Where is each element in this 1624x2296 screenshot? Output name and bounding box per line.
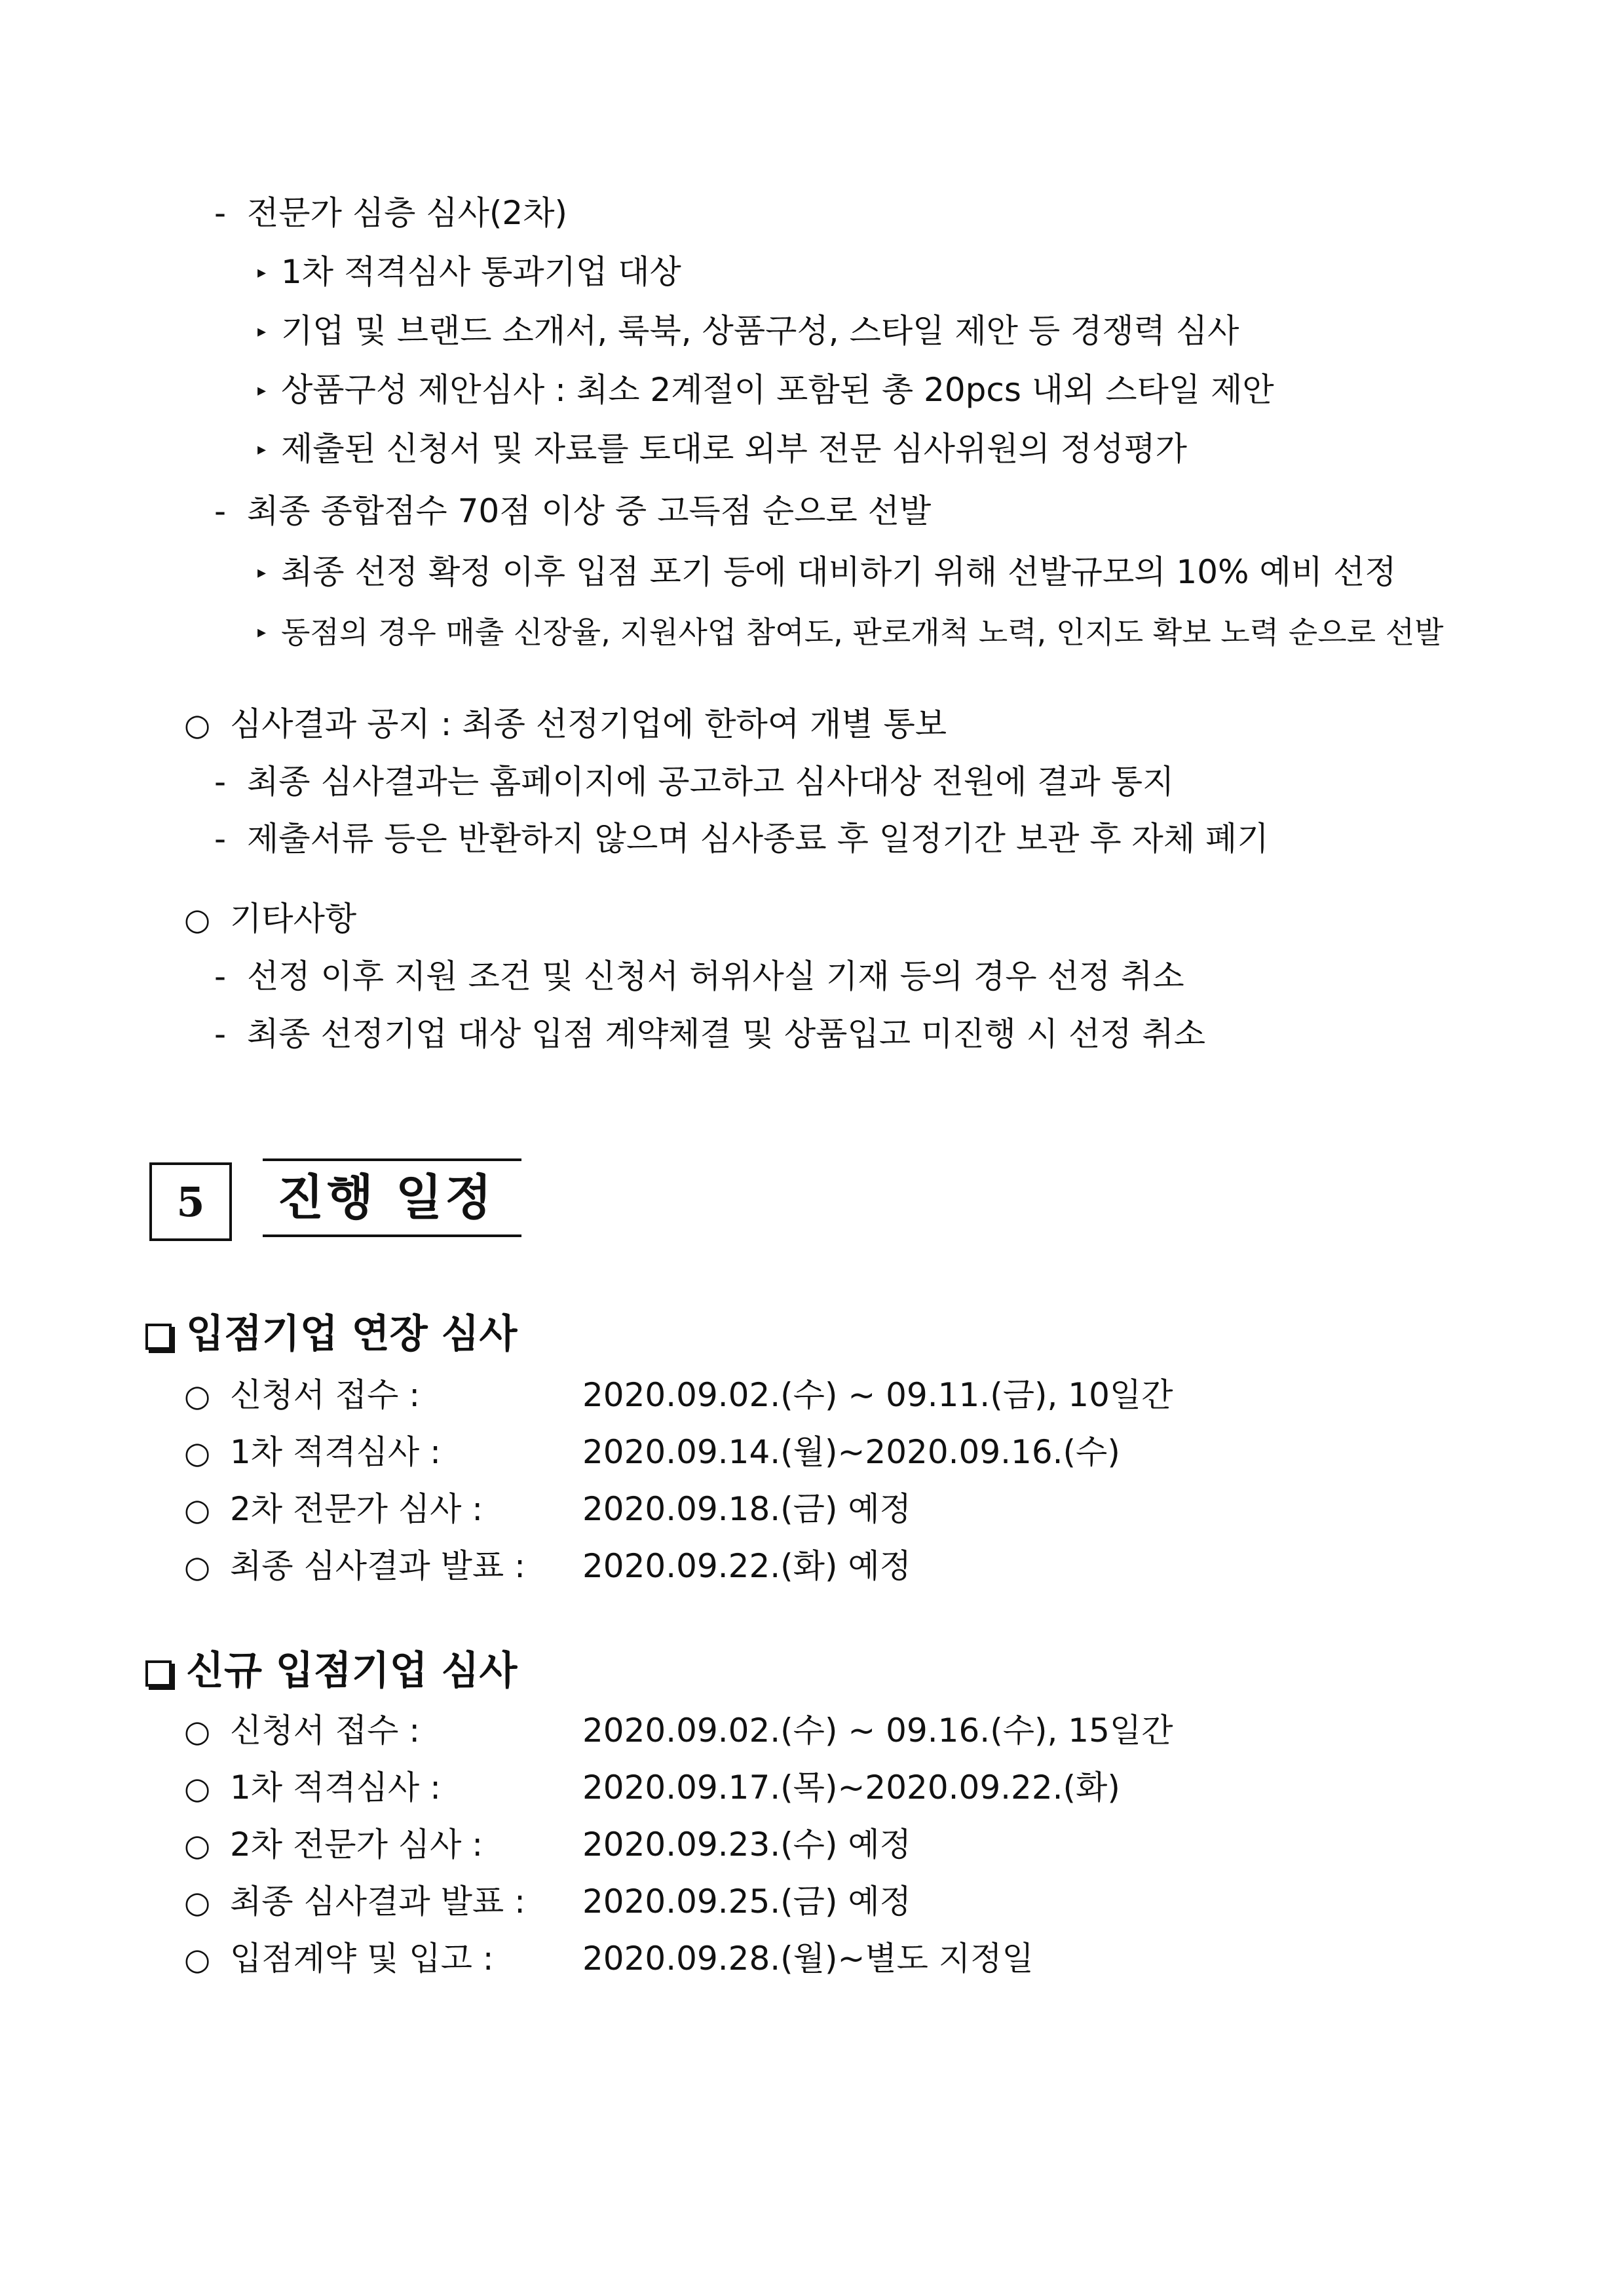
dash-bullet: - bbox=[214, 194, 227, 232]
circle-bullet-icon: ○ bbox=[184, 1942, 211, 1977]
schedule-value: 2020.09.02.(수) ~ 09.11.(금), 10일간 bbox=[582, 1376, 1173, 1414]
final-selection-heading bbox=[214, 488, 931, 534]
schedule-value: 2020.09.28.(월)~별도 지정일 bbox=[582, 1940, 1034, 1978]
list-item bbox=[257, 549, 1397, 596]
schedule-value: 2020.09.14.(월)~2020.09.16.(수) bbox=[582, 1433, 1120, 1471]
schedule-label: 2차 전문가 심사 : bbox=[230, 1826, 483, 1864]
schedule-label: 신청서 접수 : bbox=[230, 1712, 421, 1750]
dash-bullet: - bbox=[214, 1015, 227, 1053]
circle-bullet-icon: ○ bbox=[184, 1378, 211, 1413]
list-item-text: 상품구성 제안심사 : 최소 2계절이 포함된 총 20pcs 내외 스타일 제안 bbox=[281, 371, 1274, 409]
schedule-row bbox=[184, 1372, 1173, 1419]
schedule-value: 2020.09.02.(수) ~ 09.16.(수), 15일간 bbox=[582, 1712, 1173, 1750]
list-item-text: 최종 선정기업 대상 입점 계약체결 및 상품입고 미진행 시 선정 취소 bbox=[247, 1015, 1206, 1053]
list-item-text: 제출서류 등은 반환하지 않으며 심사종료 후 일정기간 보관 후 자체 폐기 bbox=[247, 820, 1269, 858]
list-item bbox=[257, 426, 1187, 472]
circle-bullet-icon: ○ bbox=[184, 1492, 211, 1527]
schedule-label: 최종 심사결과 발표 : bbox=[230, 1547, 525, 1585]
schedule-value: 2020.09.18.(금) 예정 bbox=[582, 1490, 911, 1528]
section-number: 5 bbox=[149, 1162, 232, 1241]
triangle-bullet-icon: ▸ bbox=[257, 440, 267, 459]
schedule-value: 2020.09.17.(목)~2020.09.22.(화) bbox=[582, 1769, 1120, 1807]
extension-heading bbox=[145, 1308, 517, 1360]
dash-bullet: - bbox=[214, 492, 227, 530]
list-item-text: 제출된 신청서 및 자료를 토대로 외부 전문 심사위원의 정성평가 bbox=[281, 430, 1187, 468]
schedule-label: 1차 적격심사 : bbox=[230, 1769, 441, 1807]
circle-bullet-icon: ○ bbox=[184, 1713, 211, 1749]
list-item-text: 최종 선정 확정 이후 입점 포기 등에 대비하기 위해 선발규모의 10% 예비 선정 bbox=[281, 553, 1397, 591]
list-item-text: 최종 심사결과는 홈페이지에 공고하고 심사대상 전원에 결과 통지 bbox=[247, 763, 1175, 801]
triangle-bullet-icon: ▸ bbox=[257, 263, 267, 282]
schedule-row bbox=[184, 1708, 1173, 1754]
triangle-bullet-icon: ▸ bbox=[257, 622, 267, 642]
schedule-row bbox=[184, 1429, 1120, 1476]
schedule-label: 입점계약 및 입고 : bbox=[230, 1940, 494, 1978]
triangle-bullet-icon: ▸ bbox=[257, 381, 267, 400]
circle-bullet-icon: ○ bbox=[184, 1435, 211, 1470]
dash-bullet: - bbox=[214, 820, 227, 858]
notice-title: 심사결과 공지 : 최종 선정기업에 한하여 개별 통보 bbox=[230, 705, 947, 743]
list-item bbox=[257, 609, 1444, 655]
schedule-label: 1차 적격심사 : bbox=[230, 1433, 441, 1471]
schedule-row bbox=[184, 1822, 911, 1868]
schedule-row bbox=[184, 1765, 1120, 1811]
other-title: 기타사항 bbox=[230, 900, 357, 938]
circle-bullet-icon: ○ bbox=[184, 902, 211, 937]
dash-bullet: - bbox=[214, 957, 227, 995]
list-item-text: 1차 적격심사 통과기업 대상 bbox=[281, 253, 681, 291]
notice-heading bbox=[184, 701, 947, 748]
schedule-row bbox=[184, 1543, 911, 1590]
list-item bbox=[214, 953, 1184, 999]
checkbox-bullet-icon bbox=[145, 1660, 172, 1687]
list-item bbox=[214, 816, 1269, 862]
circle-bullet-icon: ○ bbox=[184, 707, 211, 742]
triangle-bullet-icon: ▸ bbox=[257, 563, 267, 583]
schedule-label: 2차 전문가 심사 : bbox=[230, 1490, 483, 1528]
dash-bullet: - bbox=[214, 763, 227, 801]
checkbox-bullet-icon bbox=[145, 1324, 172, 1350]
schedule-label: 최종 심사결과 발표 : bbox=[230, 1883, 525, 1921]
circle-bullet-icon: ○ bbox=[184, 1549, 211, 1584]
list-item bbox=[257, 249, 681, 296]
circle-bullet-icon: ○ bbox=[184, 1827, 211, 1863]
other-heading bbox=[184, 896, 356, 942]
second-round-text: 전문가 심층 심사(2차) bbox=[247, 194, 568, 232]
schedule-value: 2020.09.25.(금) 예정 bbox=[582, 1883, 911, 1921]
list-item bbox=[257, 308, 1239, 354]
list-item-text: 기업 및 브랜드 소개서, 룩북, 상품구성, 스타일 제안 등 경쟁력 심사 bbox=[281, 312, 1239, 350]
list-item bbox=[214, 1011, 1205, 1057]
list-item-text: 동점의 경우 매출 신장율, 지원사업 참여도, 판로개척 노력, 인지도 확보 노력 순으로 선발 bbox=[281, 615, 1444, 650]
triangle-bullet-icon: ▸ bbox=[257, 322, 267, 341]
section-title: 진행 일정 bbox=[263, 1158, 521, 1237]
schedule-row bbox=[184, 1936, 1034, 1982]
new-entry-heading bbox=[145, 1645, 517, 1697]
extension-heading-text: 입점기업 연장 심사 bbox=[186, 1311, 518, 1357]
schedule-row bbox=[184, 1879, 911, 1925]
schedule-value: 2020.09.22.(화) 예정 bbox=[582, 1547, 911, 1585]
list-item bbox=[257, 367, 1274, 413]
list-item bbox=[214, 759, 1174, 805]
schedule-value: 2020.09.23.(수) 예정 bbox=[582, 1826, 911, 1864]
circle-bullet-icon: ○ bbox=[184, 1885, 211, 1920]
schedule-label: 신청서 접수 : bbox=[230, 1376, 421, 1414]
final-selection-text: 최종 종합점수 70점 이상 중 고득점 순으로 선발 bbox=[247, 492, 932, 530]
circle-bullet-icon: ○ bbox=[184, 1770, 211, 1806]
new-entry-heading-text: 신규 입점기업 심사 bbox=[186, 1648, 518, 1694]
list-item-text: 선정 이후 지원 조건 및 신청서 허위사실 기재 등의 경우 선정 취소 bbox=[247, 957, 1184, 995]
second-round-heading bbox=[214, 190, 567, 236]
schedule-row bbox=[184, 1486, 911, 1533]
